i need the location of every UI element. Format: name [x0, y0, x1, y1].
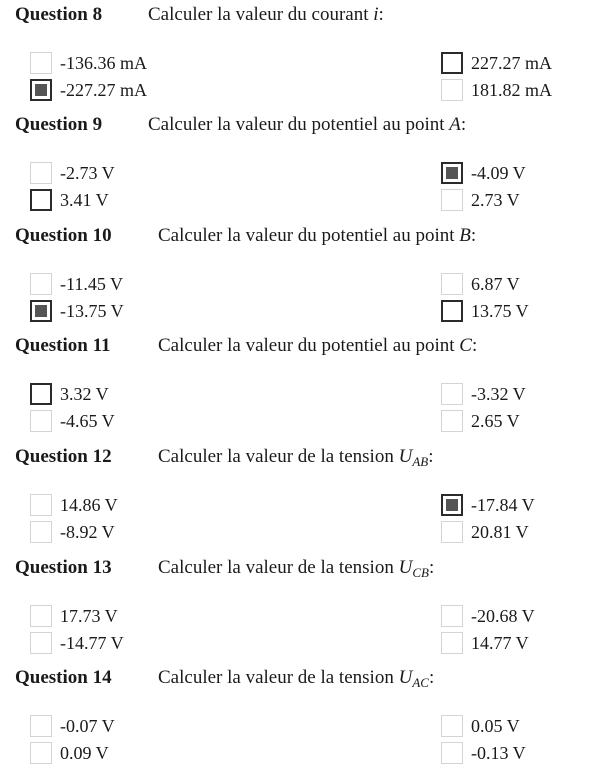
checkbox[interactable] [441, 605, 463, 627]
answer-option-label: 14.86 V [60, 495, 118, 515]
checkbox[interactable] [441, 79, 463, 101]
checkbox[interactable] [30, 410, 52, 432]
question-block [0, 331, 612, 441]
checkbox[interactable] [30, 742, 52, 764]
answer-option-label: 6.87 V [471, 274, 520, 294]
answer-option-label: -20.68 V [471, 606, 535, 626]
question-header [15, 667, 435, 690]
answer-option-label: 0.05 V [471, 716, 520, 736]
question-block [0, 553, 612, 663]
question-text [158, 667, 434, 691]
answer-option-label: 3.32 V [60, 384, 109, 404]
question-text-prefix: Calculer la valeur du courant [148, 4, 374, 25]
checkbox-checked[interactable] [30, 300, 52, 322]
checkbox[interactable] [30, 189, 52, 211]
question-header [15, 4, 384, 26]
math-subscript: AB [412, 454, 429, 469]
answer-option-label: -17.84 V [471, 495, 535, 515]
answer-option-label: -8.92 V [60, 522, 115, 542]
checkbox[interactable] [441, 383, 463, 405]
answer-option-label: -11.45 V [60, 274, 123, 294]
answer-option-label: 17.73 V [60, 606, 118, 626]
question-number: Question 11 [15, 335, 111, 356]
checkbox[interactable] [441, 742, 463, 764]
answer-option-label: 13.75 V [471, 301, 529, 321]
answer-option-label: -4.65 V [60, 411, 115, 431]
answer-option-label: 3.41 V [60, 190, 109, 210]
question-text-suffix: : [428, 667, 435, 688]
question-header [15, 446, 434, 469]
checkbox[interactable] [30, 273, 52, 295]
math-variable: U [398, 557, 413, 578]
question-text [158, 557, 434, 581]
math-variable: A [449, 114, 461, 135]
question-text [148, 114, 466, 136]
question-block [0, 0, 612, 110]
checkbox[interactable] [30, 605, 52, 627]
checkbox[interactable] [441, 52, 463, 74]
question-number: Question 8 [15, 4, 103, 25]
checkbox[interactable] [30, 521, 52, 543]
question-header [15, 225, 477, 247]
answer-option-label: 14.77 V [471, 633, 529, 653]
checkbox[interactable] [441, 189, 463, 211]
question-header [15, 114, 467, 136]
question-header [15, 335, 478, 357]
checkbox[interactable] [30, 162, 52, 184]
question-block [0, 442, 612, 552]
question-text-suffix: : [428, 557, 435, 578]
question-number: Question 12 [15, 446, 112, 467]
answer-option-label: -4.09 V [471, 163, 526, 183]
math-variable: C [459, 335, 472, 356]
answer-option-label: 20.81 V [471, 522, 529, 542]
question-text-suffix: : [460, 114, 467, 135]
math-variable: U [398, 667, 413, 688]
question-text [148, 4, 384, 26]
math-variable: i [373, 4, 379, 25]
answer-option-label: 2.65 V [471, 411, 520, 431]
question-block [0, 110, 612, 220]
checkbox-checked[interactable] [441, 162, 463, 184]
checkbox[interactable] [441, 410, 463, 432]
checkbox[interactable] [441, 715, 463, 737]
answer-option-label: -0.07 V [60, 716, 115, 736]
answer-option-label: 227.27 mA [471, 53, 552, 73]
question-text [158, 225, 476, 247]
math-subscript: AC [412, 675, 429, 690]
question-block [0, 221, 612, 331]
answer-option-label: -0.13 V [471, 743, 526, 763]
answer-option-label: -3.32 V [471, 384, 526, 404]
checkbox-checked[interactable] [441, 494, 463, 516]
question-text-prefix: Calculer la valeur de la tension [158, 446, 399, 467]
question-block [0, 663, 612, 773]
checkbox[interactable] [30, 494, 52, 516]
answer-option-label: -13.75 V [60, 301, 124, 321]
checkbox[interactable] [441, 632, 463, 654]
question-text-suffix: : [428, 446, 434, 467]
question-header [15, 557, 435, 580]
question-text-prefix: Calculer la valeur de la tension [158, 667, 399, 688]
question-text-suffix: : [470, 225, 477, 246]
question-text-suffix: : [471, 335, 478, 356]
question-text-prefix: Calculer la valeur du potentiel au point [148, 114, 450, 135]
checkbox[interactable] [30, 383, 52, 405]
checkbox[interactable] [441, 273, 463, 295]
question-number: Question 10 [15, 225, 112, 246]
checkbox[interactable] [30, 632, 52, 654]
question-text-prefix: Calculer la valeur du potentiel au point [158, 225, 460, 246]
checkbox[interactable] [30, 52, 52, 74]
question-text [158, 446, 433, 470]
question-text-prefix: Calculer la valeur du potentiel au point [158, 335, 460, 356]
question-number: Question 14 [15, 667, 112, 688]
question-text [158, 335, 477, 357]
math-variable: B [459, 225, 471, 246]
question-text-prefix: Calculer la valeur de la tension [158, 557, 399, 578]
math-variable: U [398, 446, 413, 467]
math-subscript: CB [412, 565, 429, 580]
question-number: Question 13 [15, 557, 112, 578]
answer-option-label: 0.09 V [60, 743, 109, 763]
answer-option-label: -14.77 V [60, 633, 124, 653]
answer-option-label: -2.73 V [60, 163, 115, 183]
checkbox[interactable] [441, 521, 463, 543]
checkbox[interactable] [441, 300, 463, 322]
checkbox-checked[interactable] [30, 79, 52, 101]
question-text-suffix: : [378, 4, 384, 25]
answer-option-label: -136.36 mA [60, 53, 147, 73]
question-number: Question 9 [15, 114, 103, 135]
answer-option-label: 181.82 mA [471, 80, 552, 100]
answer-option-label: -227.27 mA [60, 80, 147, 100]
checkbox[interactable] [30, 715, 52, 737]
answer-option-label: 2.73 V [471, 190, 520, 210]
